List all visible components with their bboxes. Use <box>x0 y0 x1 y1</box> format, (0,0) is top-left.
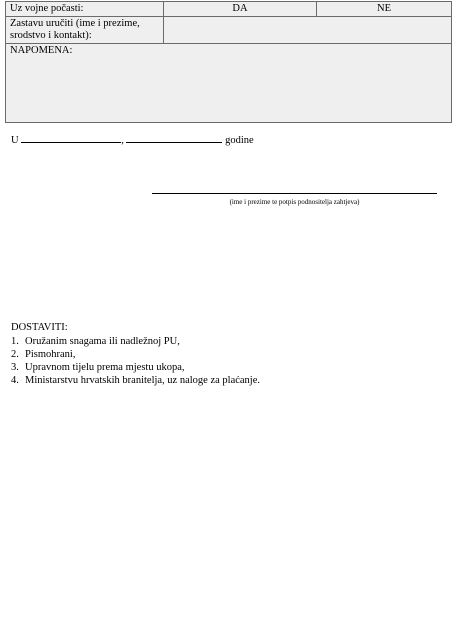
note-field[interactable] <box>6 44 452 123</box>
list-item-number: 1. <box>11 336 19 347</box>
signature-caption: (ime i prezime te potpis podnositelja zahtjeva) <box>229 198 360 206</box>
place-prefix: U <box>11 135 19 146</box>
list-item <box>11 335 260 348</box>
list-item <box>11 361 260 374</box>
list-item-text: Ministarstvu hrvatskih branitelja, uz naloge za plaćanje. <box>25 375 261 386</box>
flag-handover-label <box>6 17 164 44</box>
deliver-title: DOSTAVITI: <box>11 322 68 333</box>
flag-handover-field[interactable] <box>164 17 452 44</box>
flag-handover-label-line1: Zastavu uručiti (ime i prezime, <box>10 18 140 29</box>
place-blank[interactable] <box>21 134 121 143</box>
flag-handover-label-line2: srodstvo i kontakt): <box>10 30 92 41</box>
honors-form-table <box>5 1 452 123</box>
note-row <box>6 44 452 123</box>
list-item-text: Pismohrani, <box>25 349 76 360</box>
date-blank[interactable] <box>126 134 222 143</box>
list-item-text: Oružanim snagama ili nadležnoj PU, <box>25 336 180 347</box>
place-date-line <box>11 134 254 146</box>
military-honors-label: Uz vojne počasti: <box>6 2 164 17</box>
list-item <box>11 374 260 387</box>
deliver-list <box>11 335 260 387</box>
list-item-text: Upravnom tijelu prema mjestu ukopa, <box>25 362 185 373</box>
list-item <box>11 348 260 361</box>
flag-handover-row <box>6 17 452 44</box>
year-suffix: godine <box>225 135 254 146</box>
place-separator: , <box>121 135 124 146</box>
signature-line[interactable] <box>152 193 437 194</box>
list-item-number: 3. <box>11 362 19 373</box>
list-item-number: 4. <box>11 375 19 386</box>
ne-column-header: NE <box>317 2 452 17</box>
list-item-number: 2. <box>11 349 19 360</box>
note-label: NAPOMENA: <box>10 45 73 56</box>
military-honors-row <box>6 2 452 17</box>
da-column-header: DA <box>164 2 317 17</box>
